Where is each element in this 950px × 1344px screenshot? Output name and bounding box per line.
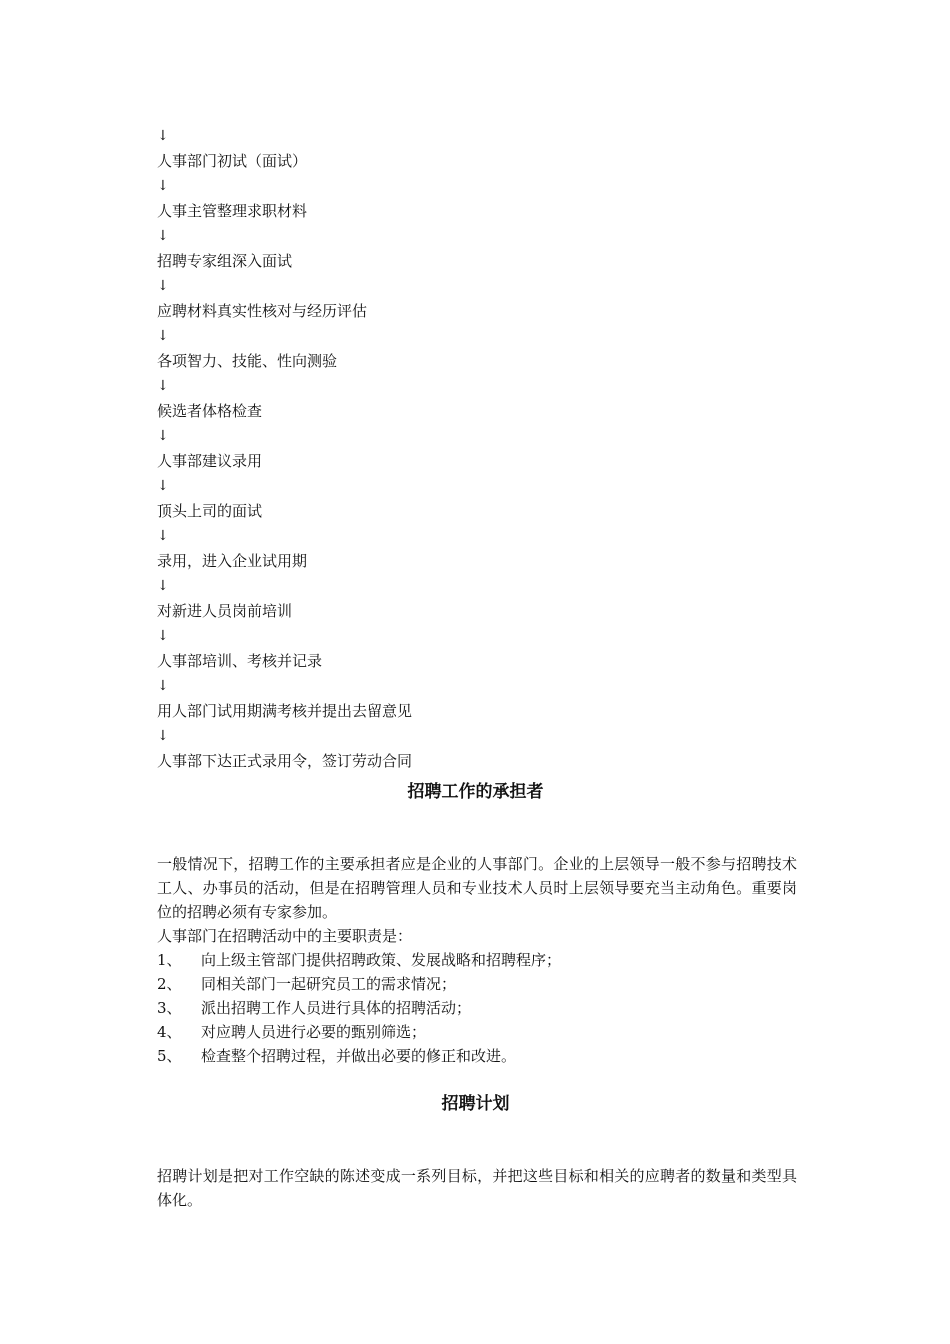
down-arrow-icon: ↓ — [157, 128, 169, 144]
duties-list — [157, 948, 797, 1068]
section-paragraph: 一般情况下，招聘工作的主要承担者应是企业的人事部门。企业的上层领导一般不参与招聘技术工人、办事员的活动，但是在招聘管理人员和专业技术人员时上层领导要充当主动角色。重要岗位的招聘必须有专家参加。 — [157, 855, 797, 921]
list-item-number: 2、 — [157, 975, 182, 993]
list-item — [157, 1044, 797, 1068]
flow-step: 用人部门试用期满考核并提出去留意见 — [157, 702, 413, 720]
down-arrow-icon: ↓ — [157, 478, 169, 494]
list-item-number: 5、 — [157, 1047, 182, 1065]
flow-step: 招聘专家组深入面试 — [157, 252, 293, 270]
flow-step: 人事部下达正式录用令，签订劳动合同 — [157, 752, 413, 770]
flow-step: 人事部建议录用 — [157, 452, 263, 470]
down-arrow-icon: ↓ — [157, 628, 169, 644]
down-arrow-icon: ↓ — [157, 178, 169, 194]
section-paragraph: 招聘计划是把对工作空缺的陈述变成一系列目标，并把这些目标和相关的应聘者的数量和类型具体化。 — [157, 1167, 797, 1209]
flow-step: 对新进人员岗前培训 — [157, 602, 293, 620]
flow-step: 录用，进入企业试用期 — [157, 552, 308, 570]
list-item-text: 同相关部门一起研究员工的需求情况； — [201, 975, 457, 993]
document-page — [157, 124, 797, 1212]
down-arrow-icon: ↓ — [157, 578, 169, 594]
recruitment-flowchart — [157, 124, 797, 774]
flow-step: 人事主管整理求职材料 — [157, 202, 308, 220]
duties-intro: 人事部门在招聘活动中的主要职责是： — [157, 927, 413, 945]
list-item — [157, 948, 797, 972]
down-arrow-icon: ↓ — [157, 678, 169, 694]
list-item-number: 1、 — [157, 951, 182, 969]
down-arrow-icon: ↓ — [157, 228, 169, 244]
flow-step: 应聘材料真实性核对与经历评估 — [157, 302, 368, 320]
flow-step: 人事部门初试（面试） — [157, 152, 308, 170]
down-arrow-icon: ↓ — [157, 728, 169, 744]
down-arrow-icon: ↓ — [157, 528, 169, 544]
list-item — [157, 972, 797, 996]
section-heading-recruitment-plan: 招聘计划 — [441, 1094, 510, 1114]
list-item — [157, 1020, 797, 1044]
down-arrow-icon: ↓ — [157, 328, 169, 344]
down-arrow-icon: ↓ — [157, 278, 169, 294]
down-arrow-icon: ↓ — [157, 378, 169, 394]
list-item-number: 3、 — [157, 999, 182, 1017]
flow-step: 人事部培训、考核并记录 — [157, 652, 323, 670]
list-item-text: 检查整个招聘过程，并做出必要的修正和改进。 — [201, 1047, 517, 1065]
list-item — [157, 996, 797, 1020]
list-item-text: 派出招聘工作人员进行具体的招聘活动； — [201, 999, 472, 1017]
flow-step: 各项智力、技能、性向测验 — [157, 352, 338, 370]
list-item-text: 对应聘人员进行必要的甄别筛选； — [201, 1023, 427, 1041]
list-item-text: 向上级主管部门提供招聘政策、发展战略和招聘程序； — [201, 951, 562, 969]
down-arrow-icon: ↓ — [157, 428, 169, 444]
flow-step: 候选者体格检查 — [157, 402, 263, 420]
list-item-number: 4、 — [157, 1023, 182, 1041]
section-heading-recruiters: 招聘工作的承担者 — [407, 782, 544, 802]
flow-step: 顶头上司的面试 — [157, 502, 263, 520]
